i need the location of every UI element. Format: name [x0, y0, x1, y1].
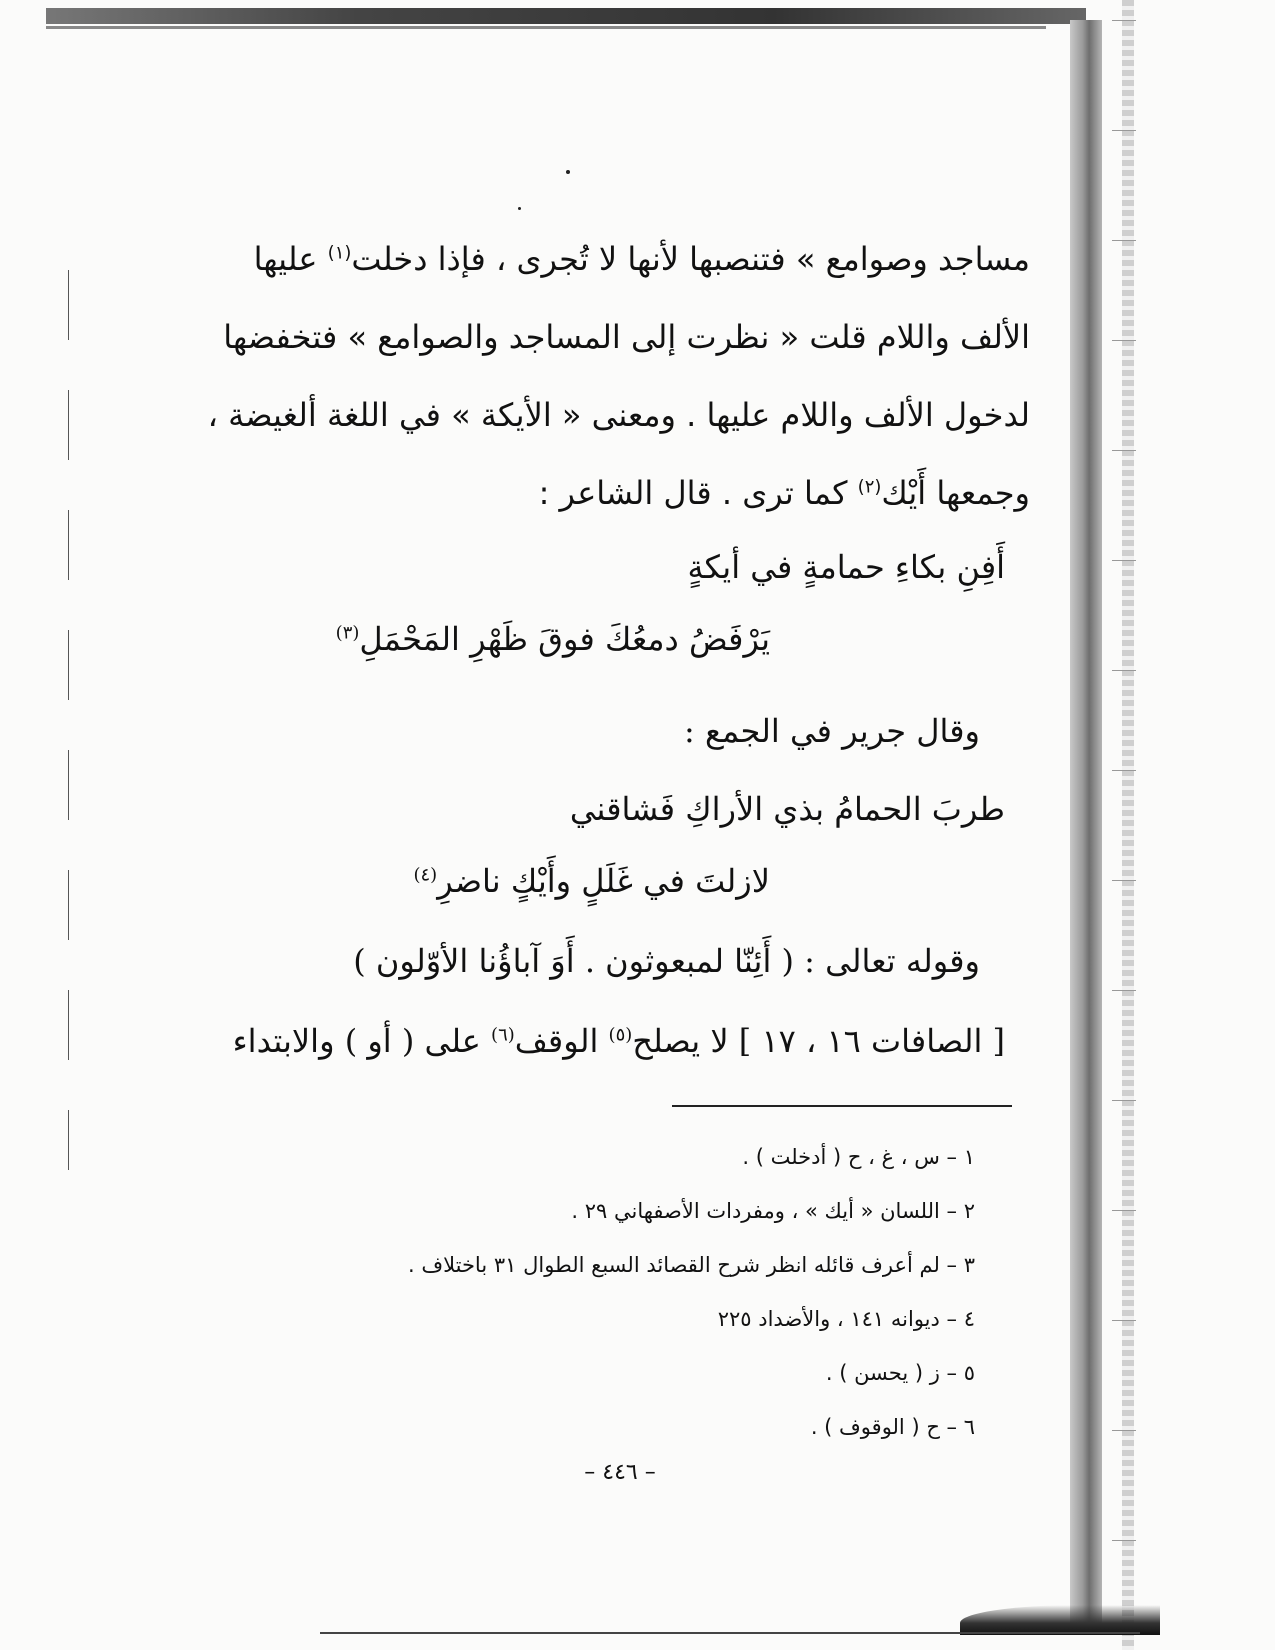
footnote-5: ٥ – ز ( يحسن ) . [825, 1361, 975, 1385]
prose-text: وجمعها أَيْك [881, 474, 1030, 512]
prose-text: الألف واللام قلت « نظرت إلى المساجد والصوامع » فتخفضها [223, 318, 1030, 356]
prose-text: على ( أو ) والابتداء [232, 1022, 492, 1060]
prose-text: مساجد وصوامع » فتنصبها لأنها لا تُجرى ، فإذا دخلت [351, 240, 1030, 278]
prose-text: كما ترى . قال الشاعر : [538, 474, 858, 512]
verse-text: طربَ الحمامُ بذي الأراكِ فَشاقني [569, 790, 1005, 828]
footnotes-list [275, 1130, 975, 1454]
spine-marks [1112, 0, 1142, 1650]
prose-line-3 [207, 376, 1030, 454]
book-spine-shadow [1070, 20, 1102, 1630]
page-curl-shadow [960, 1605, 1160, 1635]
footnote-ref-1: (١) [327, 242, 352, 264]
prose-text: عليها [253, 240, 328, 278]
prose-line-4 [280, 454, 1030, 532]
verse-2-line-2 [413, 862, 770, 900]
ink-speck [518, 207, 521, 210]
footnote-ref-2: (٢) [857, 476, 882, 498]
footnote-separator [672, 1105, 1012, 1107]
prose-text: الوقف [514, 1022, 609, 1060]
prose-text: [ الصافات ١٦ ، ١٧ ] لا يصلح [632, 1022, 1005, 1060]
last-line [233, 1022, 1005, 1060]
quran-line [353, 942, 980, 980]
footnote-4: ٤ – ديوانه ١٤١ ، والأضداد ٢٢٥ [717, 1307, 975, 1331]
prose-text: وقال جرير في الجمع : [683, 712, 980, 750]
verse-1-line-2 [336, 620, 770, 658]
prose-line-1 [253, 220, 1030, 298]
page-number: – ٤٤٦ – [584, 1460, 656, 1485]
bottom-edge-rule [320, 1632, 1140, 1634]
verse-1-line-1 [687, 548, 1005, 586]
footnote-ref-3: (٣) [335, 622, 360, 644]
main-text [207, 220, 1030, 532]
scan-top-edge-line [46, 26, 1046, 29]
prose-text: وقوله تعالى : ( أَئِنّا لمبعوثون . أَوَ آباؤُنا الأوّلون ) [353, 942, 980, 980]
verse-text: يَرْفَضُ دمعُكَ فوقَ ظَهْرِ المَحْمَلِ [359, 620, 770, 658]
verse-text: لازلتَ في غَلَلٍ وأَيْكٍ ناضرِ [437, 862, 770, 900]
footnote-1: ١ – س ، غ ، ح ( أدخلت ) . [742, 1145, 975, 1169]
scan-top-edge [46, 8, 1086, 24]
verse-text: أَفِنِ بكاءِ حمامةٍ في أيكةٍ [687, 548, 1005, 586]
footnote-ref-5: (٥) [608, 1024, 633, 1046]
footnote-3: ٣ – لم أعرف قائله انظر شرح القصائد السبع الطوال ٣١ باختلاف . [407, 1253, 975, 1277]
ink-speck [566, 170, 570, 174]
prose-text: لدخول الألف واللام عليها . ومعنى « الأيكة » في اللغة ألغيضة ، [207, 396, 1030, 434]
verse-2-line-1 [570, 790, 1005, 828]
footnote-6: ٦ – ح ( الوقوف ) . [810, 1415, 975, 1439]
footnote-ref-6: (٦) [491, 1024, 515, 1046]
jarir-intro [684, 712, 980, 750]
footnote-2: ٢ – اللسان « أيك » ، ومفردات الأصفهاني ٢٩ . [571, 1199, 975, 1223]
left-margin-rule [68, 270, 69, 1170]
prose-line-2 [223, 298, 1030, 376]
footnote-ref-4: (٤) [413, 864, 438, 886]
